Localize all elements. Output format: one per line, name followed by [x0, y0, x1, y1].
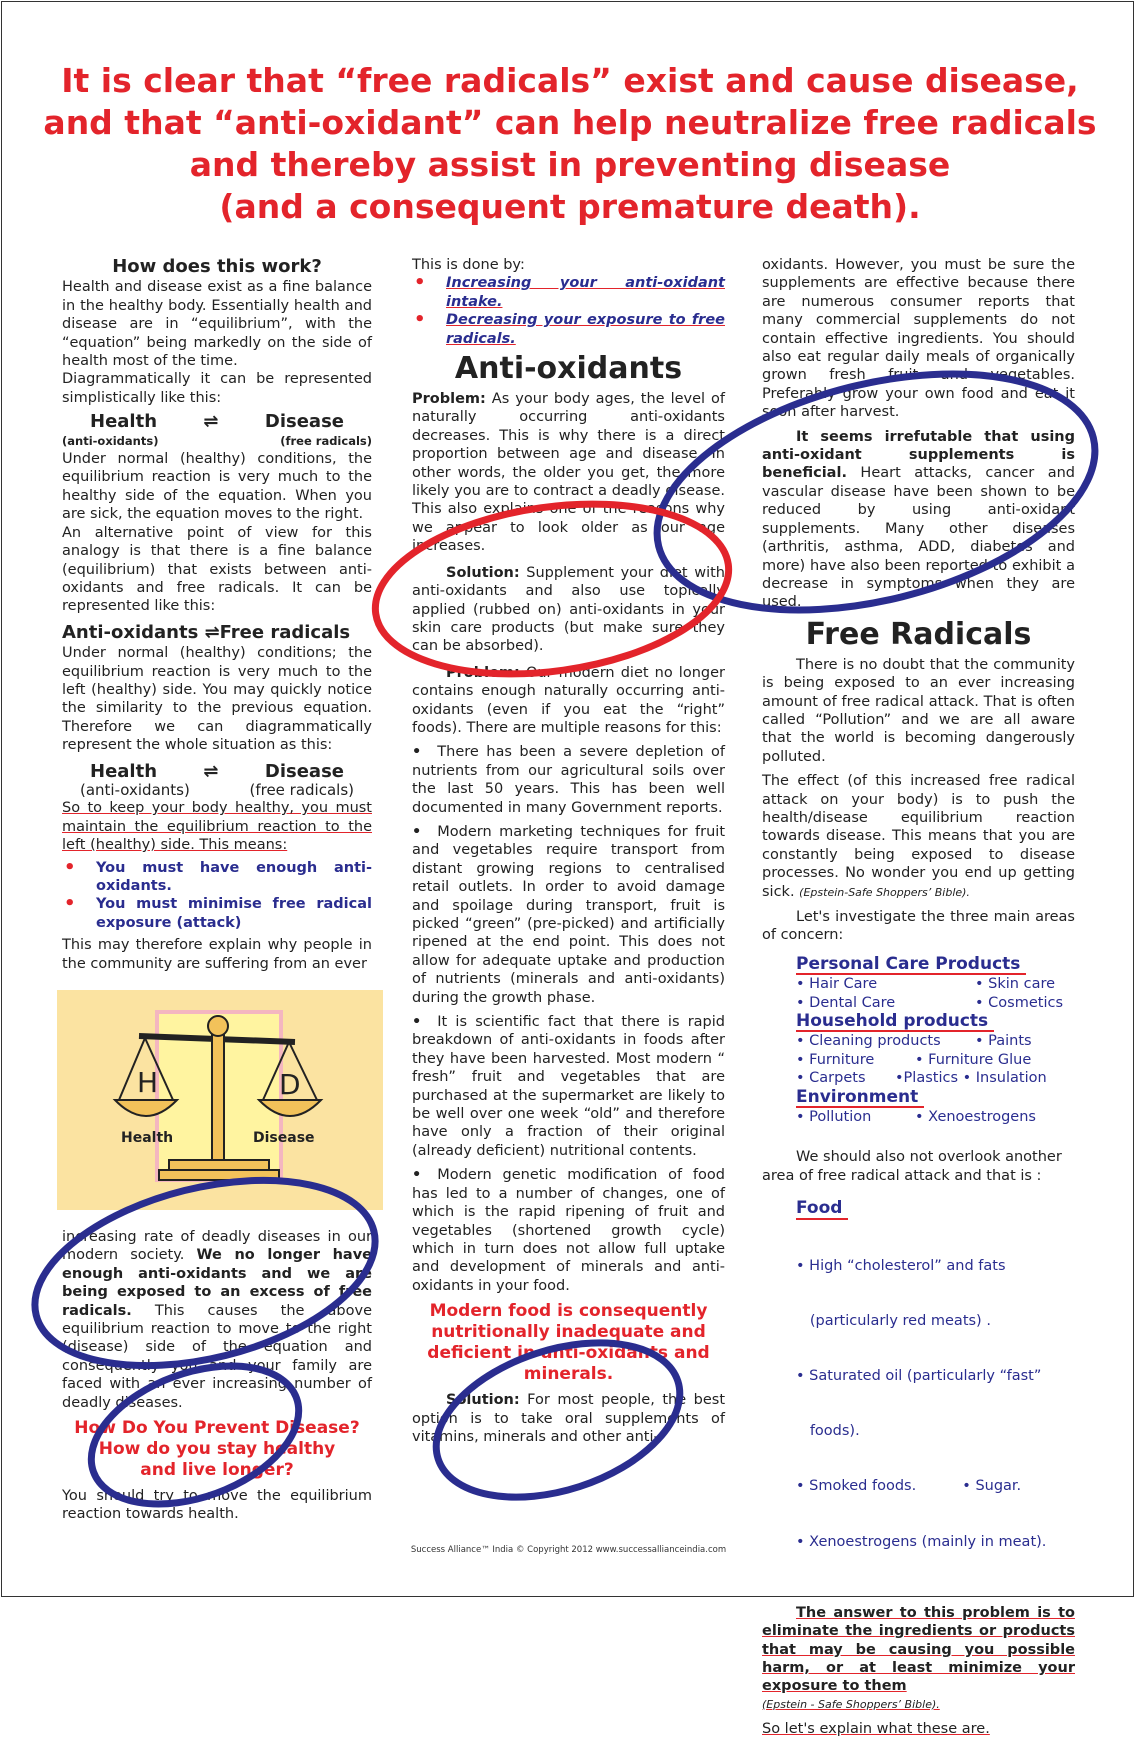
item: • Furniture	[796, 1051, 875, 1068]
disease-label: Disease	[253, 1130, 315, 1146]
item: • Hair Care	[796, 976, 878, 993]
category-row	[762, 1069, 1075, 1087]
category-heading: Food	[796, 1199, 848, 1219]
paragraph	[412, 1391, 725, 1446]
column-1-bottom	[62, 1228, 372, 1524]
column-3	[762, 256, 1075, 1739]
citation: (Epstein - Safe Shoppers’ Bible).	[762, 1697, 940, 1711]
category-row	[762, 1032, 1075, 1050]
equation-sub	[62, 432, 372, 450]
text: Supplement your diet with anti-oxidants and also use topically applied (rubbed on) anti-oxidants in your skin care products (but make sure they can be absorbed).	[412, 564, 725, 655]
paragraph	[762, 772, 1075, 902]
text: The effect (of this increased free radical attack on your body) is to push the health/disease equilibrium reaction towards disease. This means that you are constantly being exposed to disease processes. No wonder you end up getting sick.	[762, 773, 1075, 900]
equation-health-disease	[62, 413, 372, 431]
list-item: • Increasing your anti-oxidant intake.	[412, 274, 725, 311]
eq-right: Disease	[264, 760, 344, 782]
answer-paragraph: The answer to this problem is to eliminate the ingredients or products that may be causing you possible harm, or at least minimize your exposure to them	[762, 1604, 1075, 1695]
label: Solution:	[446, 1392, 520, 1409]
list-item: • You must have enough anti-oxidants.	[62, 859, 372, 896]
category-row	[762, 975, 1075, 993]
paragraph	[412, 564, 725, 656]
item: • Xenoestrogens	[915, 1109, 1036, 1126]
paragraph: We should also not overlook another area of free radical attack and that is :	[762, 1149, 1062, 1184]
paragraph	[412, 390, 725, 556]
paragraph: Let's investigate the three main areas of concern:	[762, 909, 1075, 944]
text: increasing rate of deadly diseases in our modern society.	[62, 1229, 372, 1264]
paragraph: There is no doubt that the community is being exposed to an ever increasing amount of free radical attack. That is often called “Pollution” and we are all aware that the world is becoming dangerously polluted.	[762, 656, 1075, 765]
eq-left: Health	[90, 760, 158, 782]
paragraph: This may therefore explain why people in the community are suffering from an ever	[62, 937, 372, 972]
question-line: How Do You Prevent Disease?	[74, 1418, 360, 1439]
item: • Cosmetics	[975, 994, 1063, 1011]
question-line: How do you stay healthy	[98, 1439, 336, 1460]
equilibrium-arrow-icon: ⇌	[203, 760, 219, 782]
text: Modern marketing techniques for fruit and vegetables require transport from distant growing regions to centralised retail outlets. In order to avoid damage and spoilage during transport, fruit is picked “green” (pre-picked) and artificially ripened at the end point. This does not allow for adequate uptake and production of nutrients (minerals and anti-oxidants) during the growth phase.	[412, 823, 725, 1006]
eq-sub-right: (free radicals)	[249, 780, 354, 799]
scales-illustration	[57, 990, 383, 1210]
list-item: • Xenoestrogens (mainly in meat).	[796, 1533, 1047, 1550]
list-item: foods).	[796, 1423, 860, 1440]
label: Problem:	[412, 391, 486, 408]
label: Solution:	[446, 564, 520, 581]
text: As your body ages, the level of naturally occurring anti-oxidants decreases. This is why there is a direct proportion between age and disease. In other words, the older you get, the more likely you are to contract a deadly disease. This also explains one of the reasons why we appear to look older as our age increases.	[412, 391, 725, 555]
d-letter: D	[279, 1068, 301, 1101]
paragraph: oxidants. However, you must be sure the supplements are effective because there are numerous consumer reports that many commercial supplements do not contain effective ingredients. You should also eat regular daily meals of organically grown fresh fruit and vegetables. Preferably grow your own food and eat it soon after harvest.	[762, 257, 1075, 421]
prevent-disease-question	[62, 1418, 372, 1481]
category-heading: Personal Care Products	[796, 955, 1026, 975]
paragraph: So to keep your body healthy, you must maintain the equilibrium reaction to the left (healthy) side. This means:	[62, 800, 372, 854]
category-food	[796, 1199, 1075, 1219]
eq-left: Health	[90, 411, 158, 433]
item: • Furniture Glue	[915, 1051, 1032, 1068]
column-1	[62, 258, 372, 973]
category-row	[762, 1051, 1075, 1069]
eq-sub-left: (anti-oxidants)	[80, 780, 190, 799]
column-2	[412, 256, 725, 1446]
point: • It is scientific fact that there is rapid breakdown of anti-oxidants in foods after they have been harvested. Most modern “ fresh” fruit and vegetables that are purchased at the supermarket are likely to be well over one week “old” and therefore have only a fraction of their original (already deficient) nutritional contents.	[412, 1014, 725, 1159]
eq-right: Disease	[264, 411, 344, 433]
label: Problem:	[446, 664, 520, 681]
callout-line: deficient in anti-oxidants and	[427, 1343, 710, 1364]
equilibrium-arrow-icon: ⇌	[203, 411, 219, 433]
text: For most people, the best option is to take oral supplements of vitamins, minerals and other anti-	[412, 1392, 725, 1445]
paragraph	[762, 428, 1075, 612]
eq-sub-left: (anti-oxidants)	[62, 433, 159, 448]
text: It is scientific fact that there is rapid breakdown of anti-oxidants in foods after they have been harvested. Most modern “ fresh” fruit and vegetables that are purchased at the supermarket are likely to be well over one week “old” and therefore have only a fraction of their original (already deficient) nutritional contents.	[412, 1014, 725, 1159]
bullet-list	[62, 859, 372, 933]
how-does-this-work-heading: How does this work?	[112, 256, 322, 277]
equation-antioxidants: Anti-oxidants ⇌Free radicals	[62, 621, 351, 643]
food-list	[762, 1220, 1075, 1588]
text: Heart attacks, cancer and vascular disease have been shown to be reduced by using anti-oxidant supplements. Many other diseases (arthritis, asthma, ADD, diabetes and more) have also been reported to exhibit a decrease in symptoms when they are used.	[762, 465, 1075, 611]
health-label: Health	[121, 1130, 174, 1146]
modern-food-callout	[412, 1301, 725, 1385]
list-item: • You must minimise free radical exposure (attack)	[62, 895, 372, 932]
paragraph: Diagrammatically it can be represented simplistically like this:	[62, 371, 372, 406]
callout-line: nutritionally inadequate and	[431, 1322, 706, 1343]
paragraph	[412, 664, 725, 738]
item: • Paints	[975, 1033, 1032, 1050]
item: •Plastics • Insulation	[895, 1070, 1047, 1087]
footer: Success Alliance™ India © Copyright 2012 www.successallianceindia.com	[410, 1545, 727, 1555]
anti-oxidants-heading: Anti-oxidants	[454, 351, 683, 387]
category-row	[762, 1108, 1075, 1126]
balance-scale-icon	[57, 990, 383, 1210]
point: • Modern genetic modification of food has led to a number of changes, one of which is the rapid ripening of fruit and vegetables (shortened growth cycle) which in turn does not allow full uptake and development of minerals and anti-oxidants in your food.	[412, 1167, 725, 1294]
item: • Pollution	[796, 1109, 872, 1126]
eq-sub-right: (free radicals)	[280, 433, 372, 448]
paragraph: Health and disease exist as a fine balance in the healthy body. Essentially health and disease are in “equilibrium”, with the “equation” being markedly on the side of health most of the time.	[62, 279, 372, 370]
h-letter: H	[137, 1066, 159, 1099]
paragraph: You should try to move the equilibrium reaction towards health.	[62, 1488, 372, 1523]
category-personal-care	[796, 955, 1075, 975]
bold-text: It seems irrefutable that using anti-oxidant supplements is beneficial.	[762, 428, 1075, 482]
list-item: (particularly red meats) .	[796, 1312, 991, 1329]
bullet-list	[412, 274, 725, 348]
bold-text: We no longer have enough anti-oxidants and we are being exposed to an excess of free radicals.	[62, 1247, 372, 1319]
list-item: • Decreasing your exposure to free radicals.	[412, 311, 725, 348]
paragraph: Under normal (healthy) conditions, the equilibrium reaction is very much to the healthy side of the equation. When you are sick, the equation moves to the right.	[62, 451, 372, 523]
headline-line: It is clear that “free radicals” exist and cause disease,	[61, 61, 1079, 100]
category-heading: Environment	[796, 1088, 924, 1108]
list-item: • Smoked foods. • Sugar.	[796, 1478, 1022, 1495]
item: • Cleaning products	[796, 1033, 941, 1050]
text: Modern genetic modification of food has led to a number of changes, one of which is the rapid ripening of fruit and vegetables (shortened growth cycle) which in turn does not allow full uptake and development of minerals and anti-oxidants in your food.	[412, 1167, 725, 1294]
callout-line: minerals.	[523, 1364, 614, 1385]
closing-line: So let's explain what these are.	[762, 1721, 990, 1738]
paragraph: This is done by:	[412, 257, 525, 273]
category-heading: Household products	[796, 1012, 994, 1032]
category-row	[762, 994, 1075, 1012]
paragraph	[62, 1228, 372, 1412]
list-item: • High “cholesterol” and fats	[796, 1257, 1006, 1274]
headline-line: (and a consequent premature death).	[219, 187, 921, 226]
item: • Skin care	[975, 976, 1056, 993]
citation: (Epstein-Safe Shoppers’ Bible).	[799, 885, 970, 899]
equation-health-disease-2	[62, 760, 372, 782]
text: Our modern diet no longer contains enough naturally occurring anti-oxidants (even if you eat the “right” foods). There are multiple reasons for this:	[412, 664, 725, 736]
list-item: • Saturated oil (particularly “fast”	[796, 1367, 1042, 1384]
headline	[40, 60, 1100, 228]
callout-line: Modern food is consequently	[429, 1301, 708, 1322]
item: • Dental Care	[796, 994, 896, 1011]
point: • There has been a severe depletion of nutrients from our agricultural soils over the last 50 years. This has been well documented in many Government reports.	[412, 744, 725, 816]
paragraph: Under normal (healthy) conditions; the equilibrium reaction is very much to the left (healthy) side. You may quickly notice the similarity to the previous equation. Therefore we can diagrammatically represent the whole situation as this:	[62, 645, 372, 754]
point: • Modern marketing techniques for fruit and vegetables require transport from distant growing regions to centralised retail outlets. In order to avoid damage and spoilage during transport, fruit is picked “green” (pre-picked) and artificially ripened at the end point. This does not allow for adequate uptake and production of nutrients (minerals and anti-oxidants) during the growth phase.	[412, 823, 725, 1006]
paragraph: An alternative point of view for this analogy is that there is a fine balance (equilibrium) that exists between anti-oxidants and free radicals. It can be represented like this:	[62, 524, 372, 615]
item: • Carpets	[796, 1070, 866, 1087]
equation-sub-2	[62, 781, 372, 799]
category-household	[796, 1012, 1075, 1032]
headline-line: and thereby assist in preventing disease	[189, 145, 951, 184]
text: There has been a severe depletion of nutrients from our agricultural soils over the last 50 years. This has been well documented in many Government reports.	[412, 744, 725, 816]
headline-line: and that “anti-oxidant” can help neutralize free radicals	[43, 103, 1097, 142]
category-environment	[796, 1088, 1075, 1108]
text: This causes the above equilibrium reaction to move to the right (disease) side of the equation and consequently you and your family are faced with an ever increasing number of deadly diseases.	[62, 1302, 372, 1411]
free-radicals-heading: Free Radicals	[805, 616, 1032, 652]
question-line: and live longer?	[140, 1460, 294, 1481]
